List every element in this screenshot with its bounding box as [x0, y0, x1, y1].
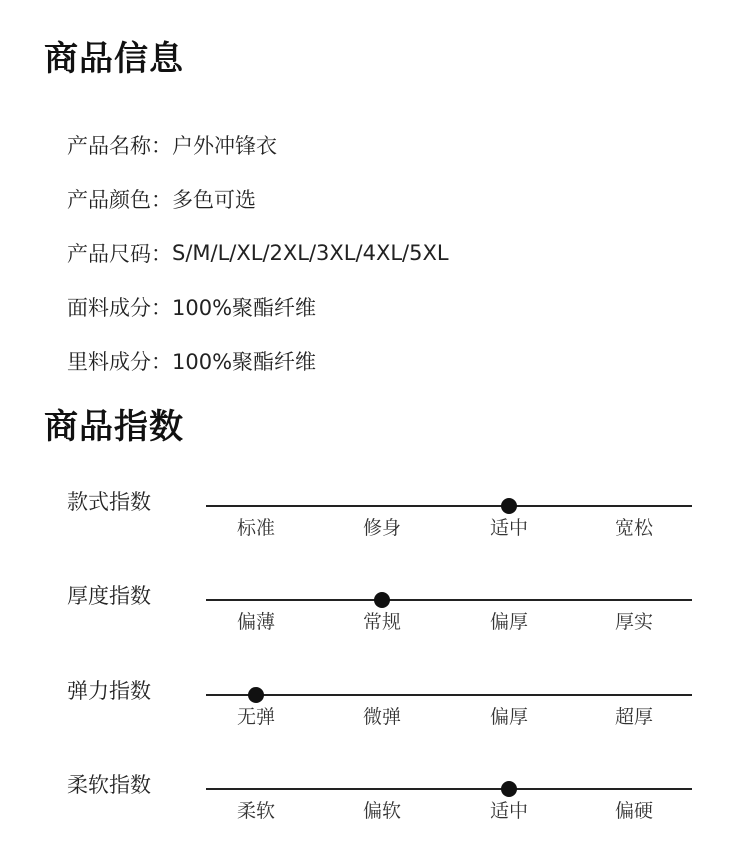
scale-line	[206, 599, 692, 601]
info-value: S/M/L/XL/2XL/3XL/4XL/5XL	[172, 241, 449, 265]
product-info-title: 商品信息	[44, 39, 184, 79]
product-info-list	[67, 118, 449, 388]
scale-option: 标准	[236, 517, 276, 539]
info-value: 户外冲锋衣	[172, 134, 277, 158]
scale-option: 常规	[362, 611, 402, 633]
scale-indicator-dot	[374, 592, 390, 608]
index-label: 款式指数	[67, 490, 151, 514]
scale-line	[206, 694, 692, 696]
index-label: 柔软指数	[67, 773, 151, 797]
scale-option: 超厚	[614, 706, 654, 728]
scale-option: 偏硬	[614, 800, 654, 822]
info-label: 面料成分：	[67, 296, 172, 320]
info-value: 多色可选	[172, 188, 256, 212]
scale-line	[206, 788, 692, 790]
info-row-lining	[67, 334, 449, 388]
index-label: 弹力指数	[67, 679, 151, 703]
info-label: 里料成分：	[67, 350, 172, 374]
scale-indicator-dot	[501, 781, 517, 797]
info-row-fabric	[67, 280, 449, 334]
scale-indicator-dot	[248, 687, 264, 703]
index-label: 厚度指数	[67, 584, 151, 608]
scale-option: 偏薄	[236, 611, 276, 633]
scale-indicator-dot	[501, 498, 517, 514]
thickness-index-scale	[0, 586, 750, 656]
scale-option: 修身	[362, 517, 402, 539]
scale-option: 宽松	[614, 517, 654, 539]
scale-option: 柔软	[236, 800, 276, 822]
product-index-title: 商品指数	[44, 407, 184, 447]
softness-index-scale	[0, 775, 750, 845]
info-value: 100%聚酯纤维	[172, 296, 317, 320]
info-label: 产品尺码：	[67, 242, 172, 266]
info-label: 产品颜色：	[67, 188, 172, 212]
scale-option: 偏厚	[489, 706, 529, 728]
info-row-color	[67, 172, 449, 226]
elasticity-index-scale	[0, 681, 750, 751]
info-row-size	[67, 226, 449, 280]
info-value: 100%聚酯纤维	[172, 350, 317, 374]
scale-option: 偏厚	[489, 611, 529, 633]
scale-option: 厚实	[614, 611, 654, 633]
scale-option: 偏软	[362, 800, 402, 822]
scale-option: 适中	[489, 800, 529, 822]
info-label: 产品名称：	[67, 134, 172, 158]
scale-line	[206, 505, 692, 507]
style-index-scale	[0, 492, 750, 562]
info-row-name	[67, 118, 449, 172]
scale-option: 微弹	[362, 706, 402, 728]
scale-option: 无弹	[236, 706, 276, 728]
scale-option: 适中	[489, 517, 529, 539]
